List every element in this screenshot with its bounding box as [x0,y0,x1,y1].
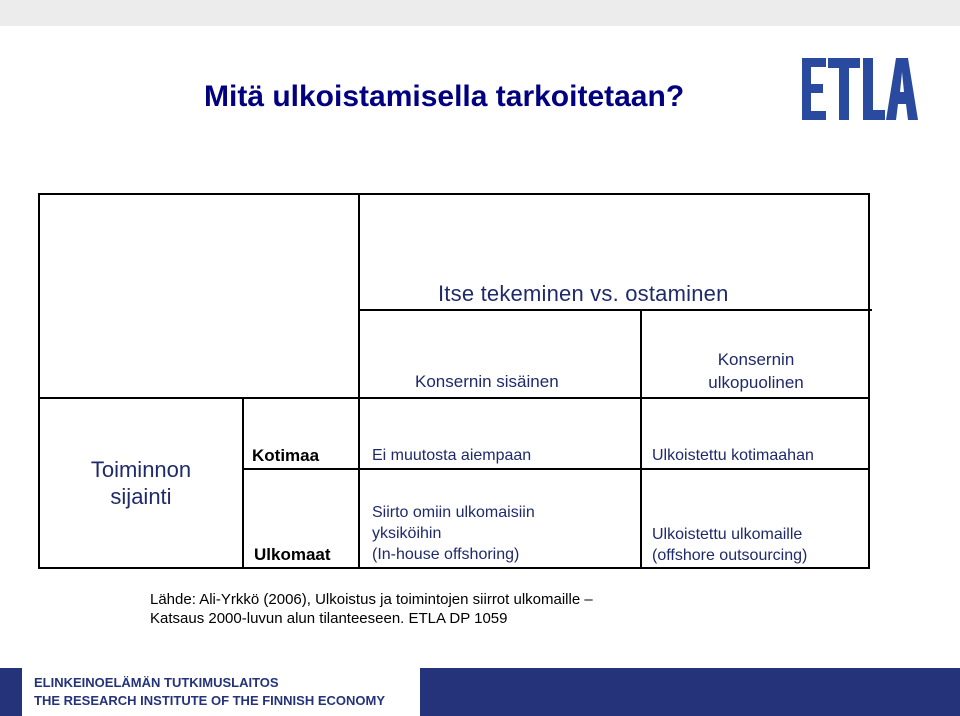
col-header-external-line1: Konsernin [717,350,795,369]
cell-domestic-internal: Ei muutosta aiempaan [372,447,532,464]
etla-logo [802,58,918,120]
grid-line-h2 [40,397,870,399]
slide-title: Mitä ulkoistamisella tarkoitetaan? [204,80,685,113]
col-header-internal: Konsernin sisäinen [415,372,559,391]
cell-foreign-internal-line2: yksiköihin [372,525,442,542]
row-dimension-label-line2: sijainti [110,484,172,509]
row-label-foreign: Ulkomaat [254,545,331,564]
source-line2: Katsaus 2000-luvun alun tilanteeseen. ETLA DP 1059 [150,610,508,627]
table-heading: Itse tekeminen vs. ostaminen [438,281,729,306]
footer-institute-fi: ELINKEINOELÄMÄN TUTKIMUSLAITOS [34,675,279,690]
cell-foreign-internal-line3: (In-house offshoring) [372,546,520,563]
col-header-external [642,350,870,392]
cell-foreign-external [652,524,807,566]
cell-domestic-external: Ulkoistettu kotimaahan [652,447,814,464]
row-label-domestic: Kotimaa [252,446,320,465]
grid-line-v1 [358,195,360,567]
source-line1: Lähde: Ali-Yrkkö (2006), Ulkoistus ja toimintojen siirrot ulkomaille – [150,591,593,608]
grid-line-h3 [242,468,870,470]
cell-foreign-external-line1: Ulkoistettu ulkomaille [652,526,803,543]
row-dimension-label [40,456,242,510]
etla-logo-icon [802,58,918,120]
top-strip [0,0,960,26]
row-dimension-label-line1: Toiminnon [90,457,192,482]
cell-foreign-external-line2: (offshore outsourcing) [652,547,808,564]
source-citation [150,590,593,628]
grid-line-v3 [242,397,244,567]
col-header-external-line2: ulkopuolinen [708,373,804,392]
sourcing-matrix [38,193,870,569]
grid-line-v2 [640,309,642,567]
grid-line-h1 [358,309,872,311]
footer-institute-en: THE RESEARCH INSTITUTE OF THE FINNISH ECONOMY [34,693,386,708]
cell-foreign-internal [372,502,535,565]
cell-foreign-internal-line1: Siirto omiin ulkomaisiin [372,504,535,521]
footer-bar-left [0,668,22,716]
footer-bar-right [420,668,960,716]
